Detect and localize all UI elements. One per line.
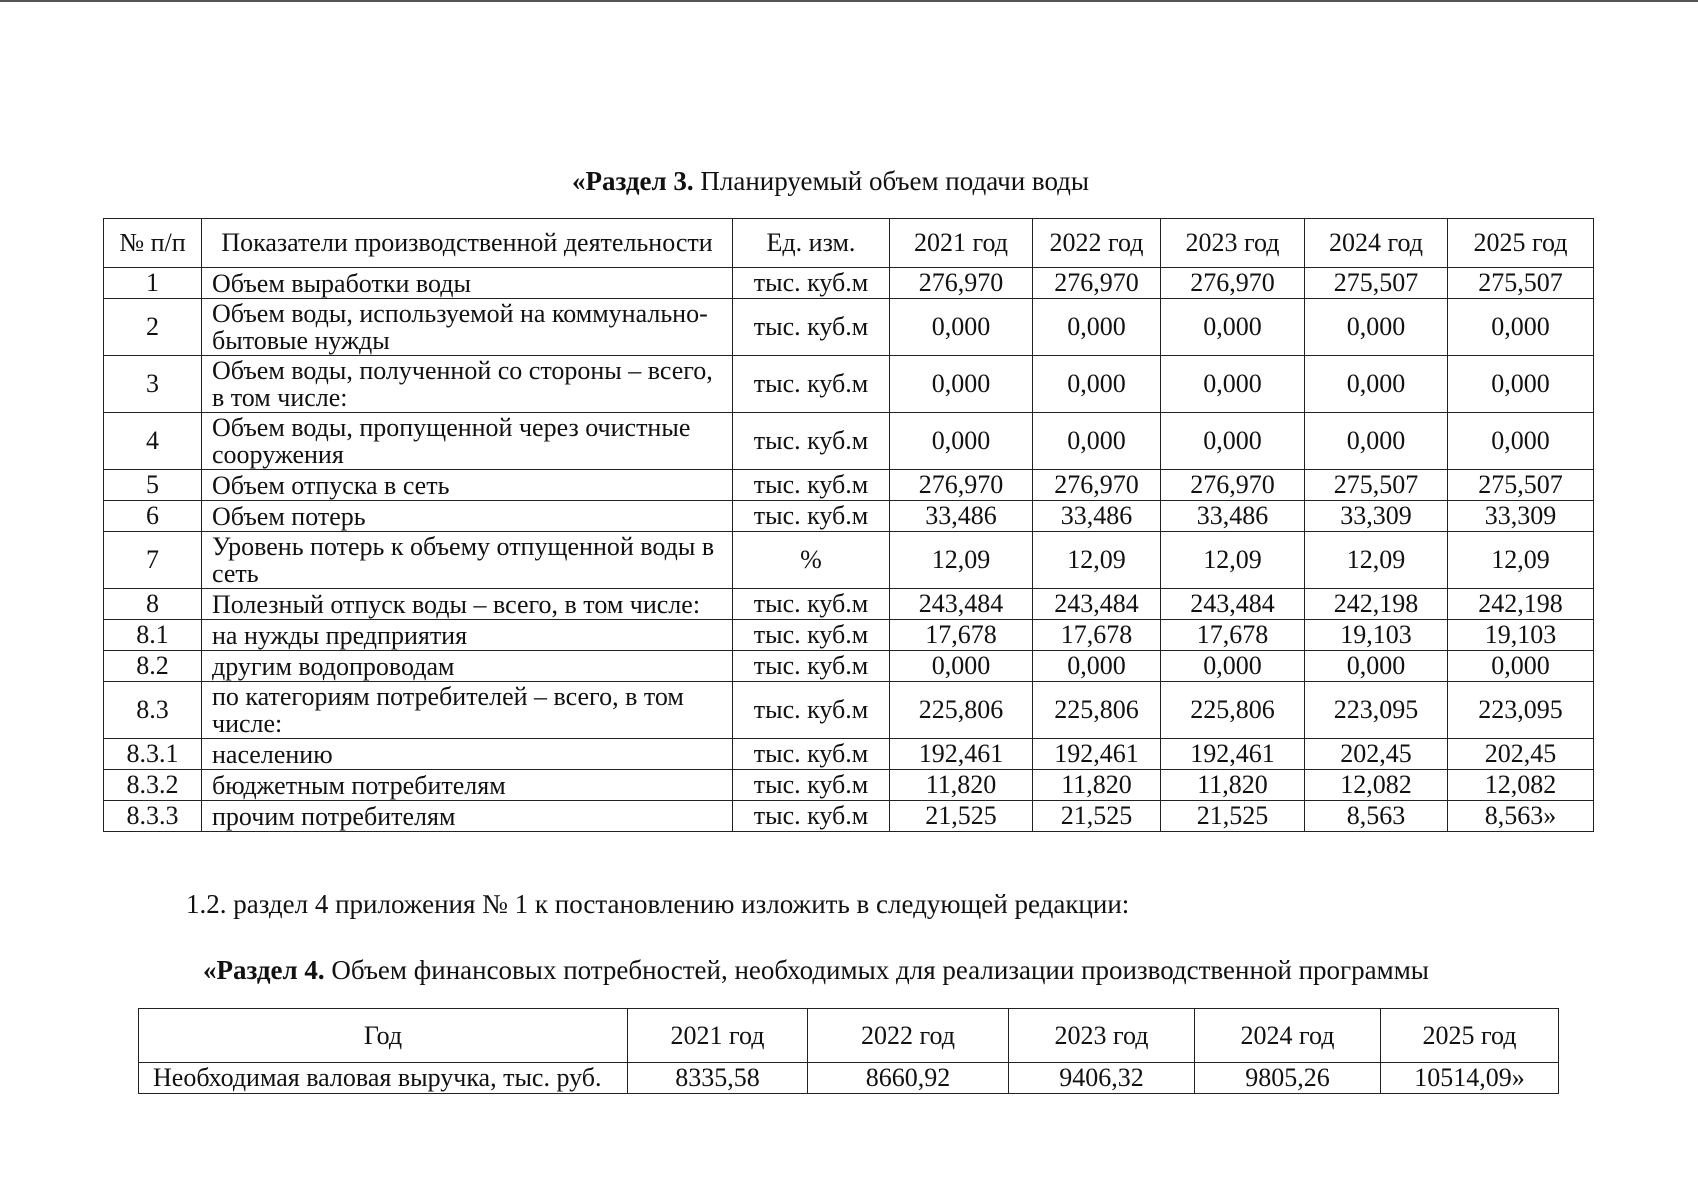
header-2022: 2022 год: [808, 1009, 1009, 1063]
row-value-2024: 242,198: [1305, 589, 1448, 620]
row-unit: %: [733, 532, 890, 589]
row-unit: тыс. куб.м: [733, 589, 890, 620]
row-number: 7: [104, 532, 202, 589]
table-row: [104, 682, 1594, 739]
table-row: [104, 356, 1594, 413]
section3-header-row: [104, 219, 1594, 268]
row-value-2021: 276,970: [890, 470, 1033, 501]
row-value-2023: 21,525: [1161, 801, 1305, 832]
revenue-2025: 10514,09»: [1381, 1063, 1559, 1094]
header-2024: 2024 год: [1195, 1009, 1381, 1063]
row-value-2024: 0,000: [1305, 651, 1448, 682]
row-value-2024: 275,507: [1305, 268, 1448, 299]
row-value-2023: 11,820: [1161, 770, 1305, 801]
section3-table: [103, 218, 1594, 832]
row-value-2025: 275,507: [1448, 268, 1594, 299]
row-indicator: Объем воды, используемой на коммунально-бытовые нужды: [202, 299, 733, 356]
row-value-2024: 33,309: [1305, 501, 1448, 532]
row-value-2024: 0,000: [1305, 356, 1448, 413]
row-number: 2: [104, 299, 202, 356]
table-row: [104, 501, 1594, 532]
row-value-2021: 0,000: [890, 651, 1033, 682]
row-value-2021: 225,806: [890, 682, 1033, 739]
row-unit: тыс. куб.м: [733, 651, 890, 682]
row-value-2022: 225,806: [1033, 682, 1161, 739]
row-value-2024: 19,103: [1305, 620, 1448, 651]
row-number: 5: [104, 470, 202, 501]
row-number: 8: [104, 589, 202, 620]
row-unit: тыс. куб.м: [733, 470, 890, 501]
row-value-2025: 19,103: [1448, 620, 1594, 651]
table-row: [104, 651, 1594, 682]
section4-header-row: [139, 1009, 1559, 1063]
row-value-2022: 192,461: [1033, 739, 1161, 770]
row-indicator: прочим потребителям: [202, 801, 733, 832]
row-value-2025: 33,309: [1448, 501, 1594, 532]
table-row: [104, 620, 1594, 651]
table-row: [104, 589, 1594, 620]
row-value-2021: 17,678: [890, 620, 1033, 651]
row-value-2024: 202,45: [1305, 739, 1448, 770]
row-value-2023: 0,000: [1161, 413, 1305, 470]
table-row: [104, 801, 1594, 832]
row-value-2023: 0,000: [1161, 356, 1305, 413]
row-value-2025: 0,000: [1448, 299, 1594, 356]
row-value-2023: 192,461: [1161, 739, 1305, 770]
header-2025: 2025 год: [1381, 1009, 1559, 1063]
row-value-2021: 21,525: [890, 801, 1033, 832]
row-value-2025: 223,095: [1448, 682, 1594, 739]
header-2023: 2023 год: [1161, 219, 1305, 268]
row-value-2025: 242,198: [1448, 589, 1594, 620]
row-value-2025: 0,000: [1448, 651, 1594, 682]
revenue-label: Необходимая валовая выручка, тыс. руб.: [139, 1063, 628, 1094]
table-row: [139, 1063, 1559, 1094]
row-value-2021: 11,820: [890, 770, 1033, 801]
row-number: 8.3.3: [104, 801, 202, 832]
section4-title-rest: Объем финансовых потребностей, необходимых для реализации производственной программы: [324, 955, 1429, 985]
row-unit: тыс. куб.м: [733, 682, 890, 739]
row-value-2023: 225,806: [1161, 682, 1305, 739]
row-value-2024: 223,095: [1305, 682, 1448, 739]
row-value-2025: 0,000: [1448, 356, 1594, 413]
row-indicator: Объем выработки воды: [202, 268, 733, 299]
header-2021: 2021 год: [628, 1009, 808, 1063]
row-value-2022: 11,820: [1033, 770, 1161, 801]
revenue-2022: 8660,92: [808, 1063, 1009, 1094]
table-row: [104, 532, 1594, 589]
row-value-2021: 33,486: [890, 501, 1033, 532]
row-unit: тыс. куб.м: [733, 620, 890, 651]
header-2022: 2022 год: [1033, 219, 1161, 268]
row-indicator: Объем отпуска в сеть: [202, 470, 733, 501]
top-rule: [0, 0, 1698, 2]
row-value-2025: 12,09: [1448, 532, 1594, 589]
row-indicator: другим водопроводам: [202, 651, 733, 682]
row-value-2021: 0,000: [890, 299, 1033, 356]
row-value-2023: 0,000: [1161, 651, 1305, 682]
row-number: 4: [104, 413, 202, 470]
row-number: 8.1: [104, 620, 202, 651]
header-year: Год: [139, 1009, 628, 1063]
row-value-2022: 21,525: [1033, 801, 1161, 832]
row-value-2022: 0,000: [1033, 413, 1161, 470]
header-2021: 2021 год: [890, 219, 1033, 268]
row-unit: тыс. куб.м: [733, 770, 890, 801]
row-value-2021: 276,970: [890, 268, 1033, 299]
section3-title-rest: Планируемый объем подачи воды: [693, 166, 1090, 196]
row-value-2024: 275,507: [1305, 470, 1448, 501]
header-2023: 2023 год: [1009, 1009, 1195, 1063]
row-value-2025: 202,45: [1448, 739, 1594, 770]
row-number: 8.3.1: [104, 739, 202, 770]
row-value-2023: 17,678: [1161, 620, 1305, 651]
revenue-2021: 8335,58: [628, 1063, 808, 1094]
paragraph-1-2: 1.2. раздел 4 приложения № 1 к постановлению изложить в следующей редакции:: [186, 889, 1130, 919]
row-value-2021: 243,484: [890, 589, 1033, 620]
table-row: [104, 268, 1594, 299]
row-indicator: Объем потерь: [202, 501, 733, 532]
row-indicator: Полезный отпуск воды – всего, в том числе:: [202, 589, 733, 620]
row-value-2022: 33,486: [1033, 501, 1161, 532]
row-value-2025: 0,000: [1448, 413, 1594, 470]
table-row: [104, 770, 1594, 801]
row-number: 3: [104, 356, 202, 413]
row-indicator: Объем воды, полученной со стороны – всего, в том числе:: [202, 356, 733, 413]
row-value-2021: 0,000: [890, 356, 1033, 413]
header-num: № п/п: [104, 219, 202, 268]
header-2024: 2024 год: [1305, 219, 1448, 268]
table-row: [104, 413, 1594, 470]
row-value-2024: 12,09: [1305, 532, 1448, 589]
row-value-2025: 12,082: [1448, 770, 1594, 801]
row-number: 1: [104, 268, 202, 299]
row-number: 8.3.2: [104, 770, 202, 801]
section4-table: [138, 1008, 1559, 1094]
row-value-2023: 33,486: [1161, 501, 1305, 532]
row-value-2022: 276,970: [1033, 470, 1161, 501]
row-number: 8.3: [104, 682, 202, 739]
table-row: [104, 470, 1594, 501]
row-number: 6: [104, 501, 202, 532]
row-indicator: по категориям потребителей – всего, в том числе:: [202, 682, 733, 739]
section4-title-bold: «Раздел 4.: [203, 955, 325, 985]
row-unit: тыс. куб.м: [733, 801, 890, 832]
row-value-2024: 0,000: [1305, 413, 1448, 470]
header-unit: Ед. изм.: [733, 219, 890, 268]
row-unit: тыс. куб.м: [733, 413, 890, 470]
row-indicator: населению: [202, 739, 733, 770]
row-value-2025: 8,563»: [1448, 801, 1594, 832]
row-value-2023: 276,970: [1161, 470, 1305, 501]
header-indicator: Показатели производственной деятельности: [202, 219, 733, 268]
row-value-2024: 12,082: [1305, 770, 1448, 801]
table-row: [104, 739, 1594, 770]
row-value-2021: 192,461: [890, 739, 1033, 770]
row-indicator: бюджетным потребителям: [202, 770, 733, 801]
row-value-2025: 275,507: [1448, 470, 1594, 501]
row-indicator: Уровень потерь к объему отпущенной воды в сеть: [202, 532, 733, 589]
table-row: [104, 299, 1594, 356]
row-value-2021: 12,09: [890, 532, 1033, 589]
row-value-2023: 276,970: [1161, 268, 1305, 299]
row-unit: тыс. куб.м: [733, 356, 890, 413]
row-indicator: Объем воды, пропущенной через очистные сооружения: [202, 413, 733, 470]
revenue-2024: 9805,26: [1195, 1063, 1381, 1094]
revenue-2023: 9406,32: [1009, 1063, 1195, 1094]
row-value-2022: 243,484: [1033, 589, 1161, 620]
row-indicator: на нужды предприятия: [202, 620, 733, 651]
row-unit: тыс. куб.м: [733, 501, 890, 532]
row-value-2022: 0,000: [1033, 356, 1161, 413]
row-value-2022: 0,000: [1033, 651, 1161, 682]
section3-title-bold: «Раздел 3.: [572, 166, 694, 196]
row-number: 8.2: [104, 651, 202, 682]
row-value-2024: 8,563: [1305, 801, 1448, 832]
row-unit: тыс. куб.м: [733, 299, 890, 356]
row-value-2022: 12,09: [1033, 532, 1161, 589]
row-value-2021: 0,000: [890, 413, 1033, 470]
row-unit: тыс. куб.м: [733, 268, 890, 299]
header-2025: 2025 год: [1448, 219, 1594, 268]
row-value-2023: 12,09: [1161, 532, 1305, 589]
row-value-2022: 0,000: [1033, 299, 1161, 356]
row-value-2023: 0,000: [1161, 299, 1305, 356]
row-value-2022: 17,678: [1033, 620, 1161, 651]
row-value-2024: 0,000: [1305, 299, 1448, 356]
row-unit: тыс. куб.м: [733, 739, 890, 770]
row-value-2022: 276,970: [1033, 268, 1161, 299]
row-value-2023: 243,484: [1161, 589, 1305, 620]
